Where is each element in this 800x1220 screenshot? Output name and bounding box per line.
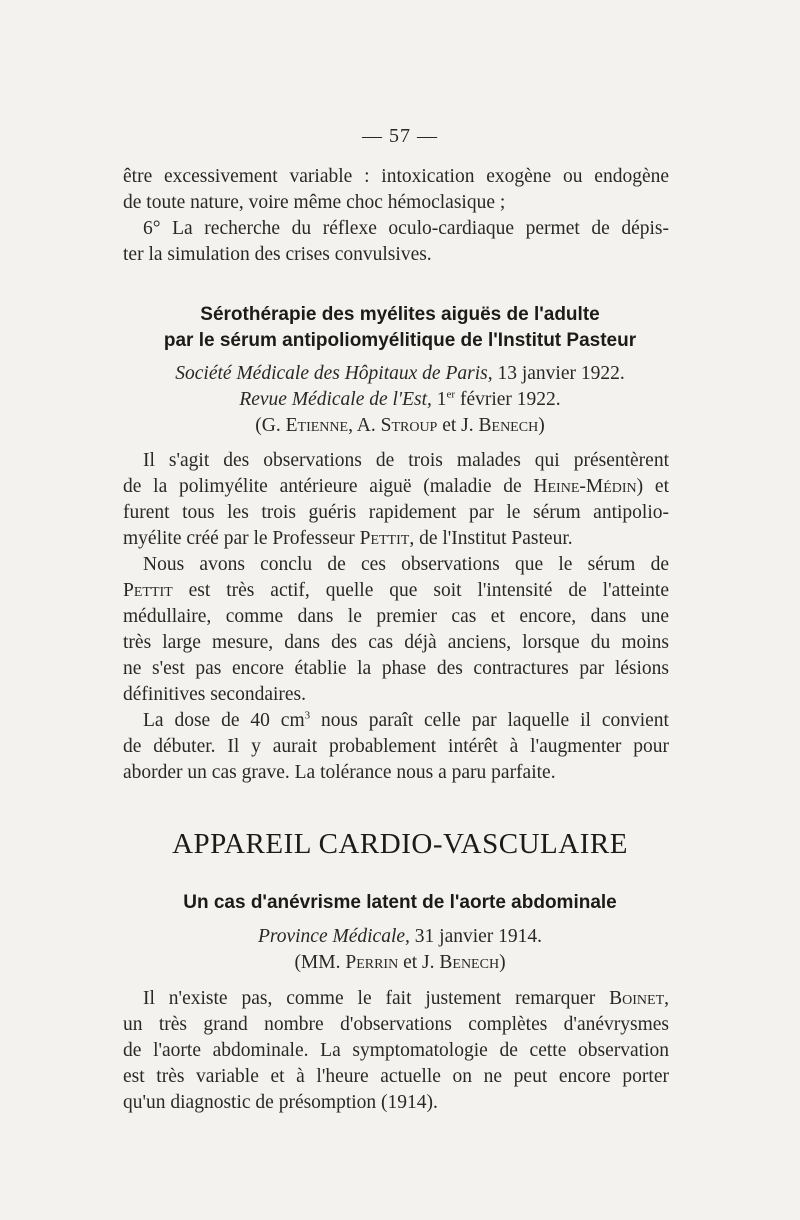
- intro-line-2: de toute nature, voire même choc hémoclasique ;: [123, 192, 506, 213]
- author-name: Pettit: [359, 528, 410, 549]
- article1-reference: [0, 361, 800, 439]
- author-name: Boinet: [609, 988, 665, 1009]
- intro-line-1: être excessivement variable : intoxication exogène ou endogène: [123, 166, 669, 187]
- p1-line-1: Il s'agit des observations de trois malades qui présentèrent: [143, 450, 669, 471]
- a2-line-3: de l'aorte abdominale. La symptomatologie de cette observation: [123, 1040, 669, 1061]
- p2-line-4: très large mesure, dans des cas déjà anciens, lorsque du moins: [123, 632, 669, 653]
- article2-body: [123, 986, 669, 1116]
- intro-paragraph: [123, 164, 669, 268]
- p2-line-3: médullaire, comme dans le premier cas et encore, dans une: [123, 606, 669, 627]
- intro-line-3: 6° La recherche du réflexe oculo-cardiaque permet de dépis-: [143, 218, 669, 239]
- article1-title-line-2: par le sérum antipoliomyélitique de l'Institut Pasteur: [163, 330, 637, 351]
- article2-title: [0, 890, 800, 916]
- a2-line-5: qu'un diagnostic de présomption (1914).: [123, 1092, 438, 1113]
- p2-line-5: ne s'est pas encore établie la phase des contractures par lésions: [123, 658, 669, 679]
- p1-line-4: myélite créé par le Professeur Pettit, de l'Institut Pasteur.: [123, 528, 573, 549]
- eponym: Heine-Médin: [533, 476, 637, 497]
- publication-date: 13 janvier 1922.: [492, 363, 625, 384]
- a2-line-2: un très grand nombre d'observations complètes d'anévrysmes: [123, 1014, 669, 1035]
- p3-line-2: de débuter. Il y aurait probablement intérêt à l'augmenter pour: [123, 736, 669, 757]
- a2-line-1: Il n'existe pas, comme le fait justement remarquer Boinet,: [143, 988, 669, 1009]
- p1-line-2: de la polimyélite antérieure aiguë (maladie de Heine-Médin) et: [123, 476, 669, 497]
- article1-title-line-1: Sérothérapie des myélites aiguës de l'adulte: [200, 304, 600, 325]
- intro-line-4: ter la simulation des crises convulsives.: [123, 244, 432, 265]
- article1-ref-line-2: Revue Médicale de l'Est, 1er février 1922.: [239, 388, 561, 410]
- article1-ref-line-1: [0, 361, 800, 387]
- article1-body: [123, 448, 669, 786]
- article2-authors: (MM. Perrin et J. Benech): [294, 952, 506, 973]
- article1-title: [0, 302, 800, 354]
- author-name: Pettit: [123, 580, 173, 601]
- journal-name: Société Médicale des Hôpitaux de Paris,: [175, 363, 493, 384]
- article1-authors: (G. Etienne, A. Stroup et J. Benech): [255, 415, 545, 436]
- author-name: Etienne: [285, 415, 349, 436]
- p3-line-3: aborder un cas grave. La tolérance nous a paru parfaite.: [123, 762, 556, 783]
- page-number: — 57 —: [362, 125, 438, 147]
- author-name: Perrin: [345, 952, 399, 973]
- journal-name: Revue Médicale de l'Est,: [239, 389, 432, 410]
- article2-title-line: Un cas d'anévrisme latent de l'aorte abdominale: [183, 892, 617, 913]
- article2-ref-line-1: [0, 924, 800, 950]
- p2-line-1: Nous avons conclu de ces observations que le sérum de: [143, 554, 669, 575]
- author-name: Stroup: [380, 415, 438, 436]
- p2-line-6: définitives secondaires.: [123, 684, 307, 705]
- p3-line-1: La dose de 40 $cm^3$ nous paraît celle par laquelle il convient: [143, 709, 669, 731]
- publication-date: 31 janvier 1914.: [409, 926, 543, 947]
- p2-line-2: Pettit est très actif, quelle que soit l'intensité de l'atteinte: [123, 580, 669, 601]
- p1-line-3: furent tous les trois guéris rapidement par le sérum antipolio-: [123, 502, 669, 523]
- a2-line-4: est très variable et à l'heure actuelle on ne peut encore porter: [123, 1066, 669, 1087]
- author-name: Benech: [439, 952, 500, 973]
- section-title: APPAREIL CARDIO-VASCULAIRE: [172, 828, 628, 860]
- journal-name: Province Médicale,: [257, 926, 410, 947]
- article2-reference: [0, 924, 800, 976]
- author-name: Benech: [478, 415, 539, 436]
